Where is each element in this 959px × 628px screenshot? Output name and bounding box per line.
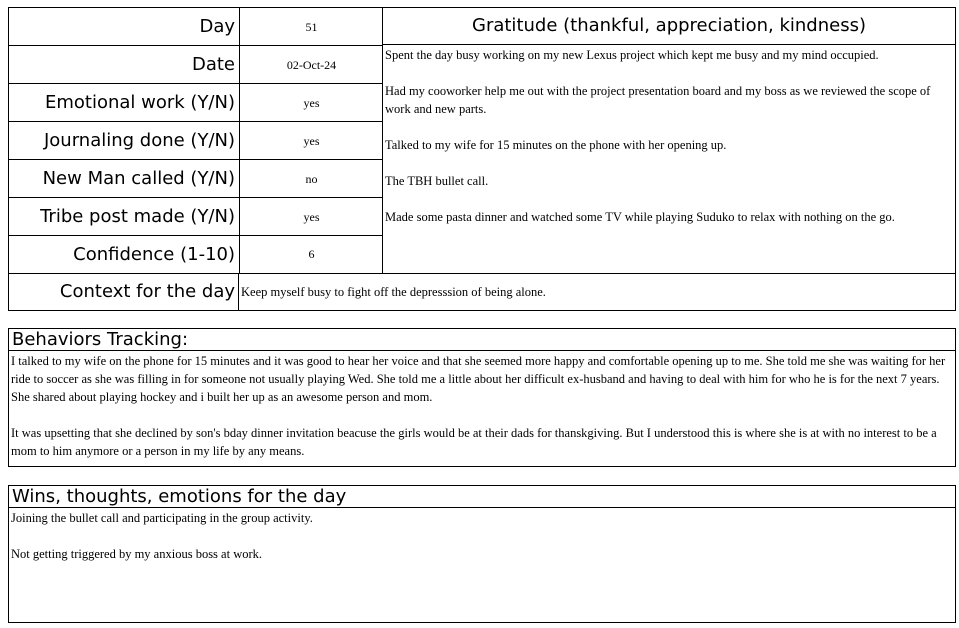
date-label: Date <box>9 46 239 84</box>
gratitude-entry[interactable]: Spent the day busy working on my new Lexus project which kept me busy and my mind occupied. <box>385 48 879 62</box>
daily-journal-table <box>8 7 956 311</box>
new-man-called-label: New Man called (Y/N) <box>9 160 239 198</box>
day-label: Day <box>9 8 239 46</box>
context-label: Context for the day <box>59 281 235 302</box>
tribe-post-made-label: Tribe post made (Y/N) <box>9 198 239 236</box>
wins-paragraph: Joining the bullet call and participating in the group activity. <box>11 511 313 525</box>
gratitude-entry[interactable]: The TBH bullet call. <box>385 174 489 188</box>
emotional-work-value[interactable]: yes <box>239 84 383 122</box>
new-man-called-value[interactable]: no <box>239 160 383 198</box>
day-value[interactable]: 51 <box>239 8 383 46</box>
date-value[interactable]: 02-Oct-24 <box>239 46 383 84</box>
context-value[interactable]: Keep myself busy to fight off the depresssion of being alone. <box>241 285 546 299</box>
wins-body[interactable] <box>11 509 953 563</box>
emotional-work-label: Emotional work (Y/N) <box>9 84 239 122</box>
gratitude-divider <box>383 44 955 45</box>
journaling-done-value[interactable]: yes <box>239 122 383 160</box>
wins-paragraph: Not getting triggered by my anxious boss at work. <box>11 547 263 561</box>
gratitude-entry[interactable]: Made some pasta dinner and watched some TV while playing Suduko to relax with nothing on the go. <box>385 210 895 224</box>
journaling-done-label: Journaling done (Y/N) <box>9 122 239 160</box>
behaviors-body[interactable] <box>11 352 953 460</box>
gratitude-title: Gratitude (thankful, appreciation, kindness) <box>472 15 866 36</box>
confidence-value[interactable]: 6 <box>239 236 383 273</box>
column-divider <box>382 8 383 273</box>
wins-title: Wins, thoughts, emotions for the day <box>9 486 955 508</box>
tribe-post-made-value[interactable]: yes <box>239 198 383 236</box>
confidence-label: Confidence (1-10) <box>73 244 235 265</box>
context-column-divider <box>238 274 239 310</box>
gratitude-entry[interactable]: Talked to my wife for 15 minutes on the phone with her opening up. <box>385 138 727 152</box>
behaviors-title: Behaviors Tracking: <box>9 329 955 351</box>
wins-section <box>8 485 956 623</box>
gratitude-entry[interactable]: Had my cooworker help me out with the project presentation board and my boss as we reviewed the scope of work and new parts. <box>385 84 931 116</box>
behaviors-paragraph: I talked to my wife on the phone for 15 minutes and it was good to hear her voice and that she seemed more happy and comfortable opening up to me. She told me she was waiting for her ride to soccer as she was filling in for someone not usually playing Wed. She told me a little about her difficult ex-husband and having to deal with him for who he is for the next 7 years. She shared about playing hockey and i built her up as an awesome person and mom. <box>11 354 946 404</box>
behaviors-section <box>8 328 956 467</box>
behaviors-paragraph: It was upsetting that she declined by son's bday dinner invitation beacuse the girls would be at their dads for thanskgiving. But I understood this is where she is at with no interest to be a mom to him anymore or a person in my life by any means. <box>11 426 937 458</box>
